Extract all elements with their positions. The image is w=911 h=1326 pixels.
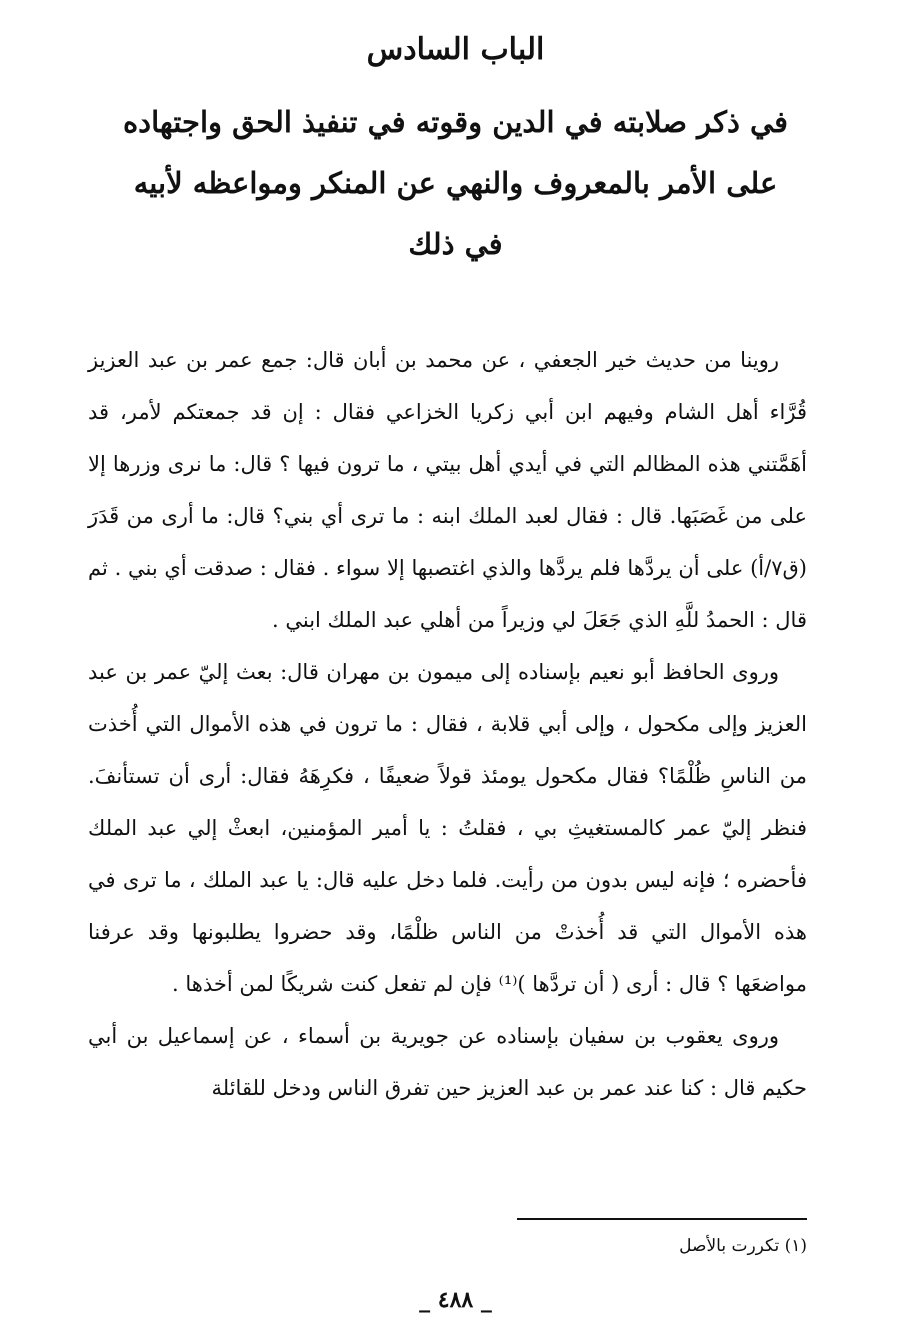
paragraph-2: وروى الحافظ أبو نعيم بإسناده إلى ميمون بن مهران قال: بعث إليّ عمر بن عبد العزيز وإلى مكحول ، وإلى أبي قلابة ، فقال : ما ترون في هذه الأموال التي أُخذت من الناسِ ظُلْمًا؟ فقال مكحول يومئذ قولاً ضعيفًا ، فكرِهَهُ فقال: أرى أن تستأنفَ. فنظر إليّ عمر كالمستغيثِ بي ، فقلتُ : يا أمير المؤمنين، ابعثْ إلي عبد الملك فأحضره ؛ فإنه ليس بدون من رأيت. فلما دخل عليه قال: يا عبد الملك ، ما ترى في هذه الأموال التي قد أُخذتْ من الناس ظلْمًا، وقد حضروا يطلبونها وقد عرفنا مواضعَها ؟ قال : أرى ( أن تردَّها )⁽¹⁾ فإن لم تفعل كنت شريكًا لمن أخذها . (88, 660, 807, 996)
chapter-title: الباب السادس (366, 32, 545, 67)
body-text (88, 334, 807, 1114)
paragraph-3: وروى يعقوب بن سفيان بإسناده عن جويرية بن أسماء ، عن إسماعيل بن أبي حكيم قال : كنا عند عمر بن عبد العزيز حين تفرق الناس ودخل للقائلة (88, 1024, 807, 1100)
footnote-divider (517, 1218, 807, 1220)
footnote: (١) تكررت بالأصل (679, 1236, 807, 1256)
chapter-subtitle: في ذكر صلابته في الدين وقوته في تنفيذ الحق واجتهاده على الأمر بالمعروف والنهي عن المنكر ومواعظه لأبيه في ذلك (122, 105, 789, 261)
paragraph-1: روينا من حديث خير الجعفي ، عن محمد بن أبان قال: جمع عمر بن عبد العزيز قُرَّاء أهل الشام وفيهم ابن أبي زكريا الخزاعي فقال : إن قد جمعتكم لأمر، قد أهَمَّتني هذه المظالم التي في أيدي أهل بيتي ، ما ترون فيها ؟ قال: ما نرى وزرها إلا على من غَصَبَها. قال : فقال لعبد الملك ابنه : ما ترى أي بني؟ قال: ما أرى من قَدَرَ (ق٧/أ) على أن يردَّها فلم يردَّها والذي اغتصبها إلا سواء . فقال : صدقت أي بني . ثم قال : الحمدُ للَّهِ الذي جَعَلَ لي وزيراً من أهلي عبد الملك ابني . (88, 348, 807, 632)
page-number: _ ٤٨٨ _ (419, 1287, 492, 1313)
